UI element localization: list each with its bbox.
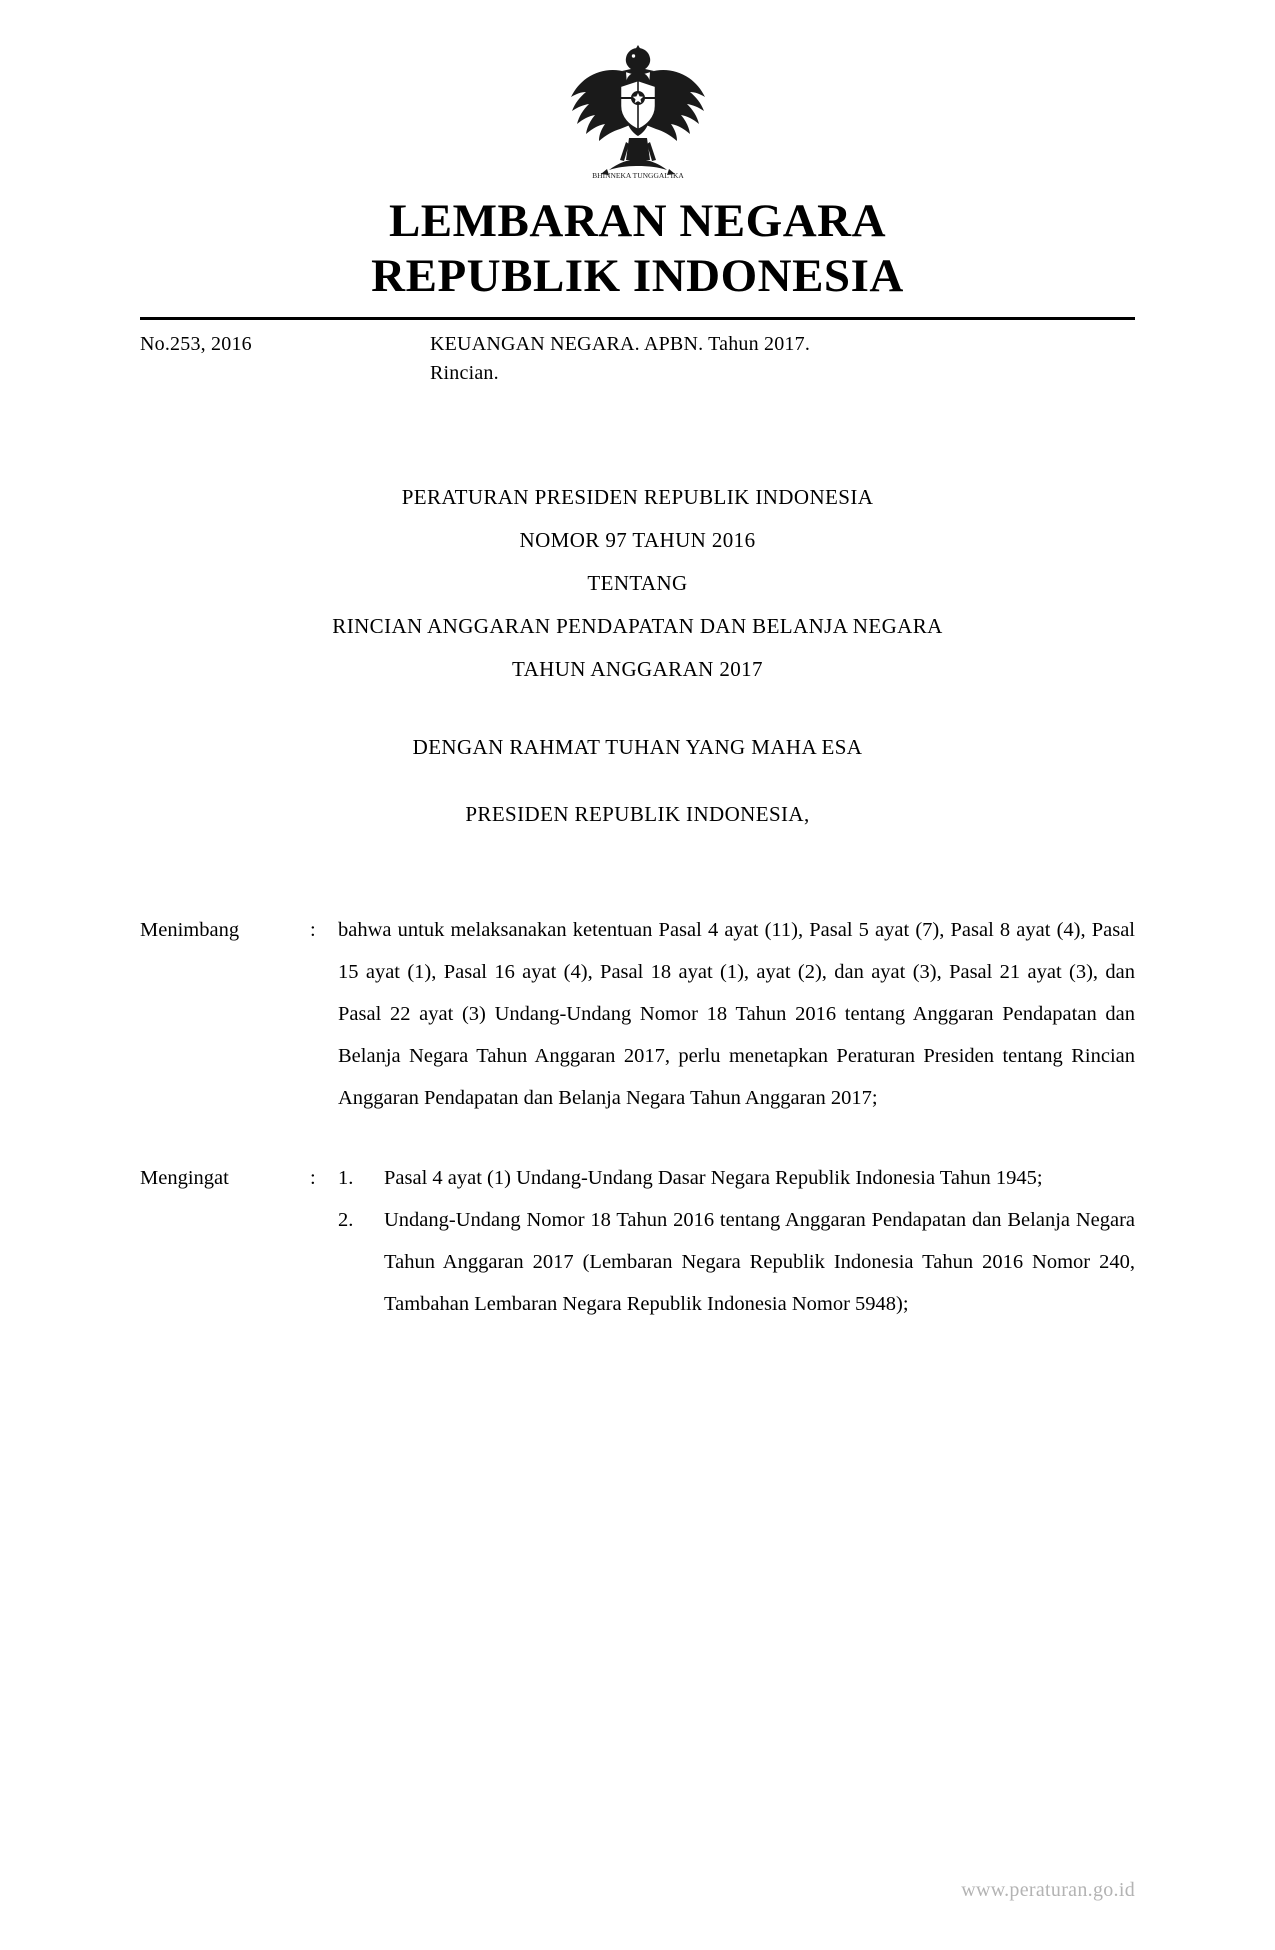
title-line-2: NOMOR 97 TAHUN 2016 xyxy=(519,527,756,552)
clause-mengingat-label: Mengingat xyxy=(140,1167,229,1190)
list-item xyxy=(338,1157,1135,1199)
mengingat-list xyxy=(338,1157,1135,1325)
masthead-line-1: LEMBARAN NEGARA xyxy=(388,195,887,247)
list-item-number: 2. xyxy=(338,1209,354,1232)
clause-menimbang xyxy=(140,909,1135,1119)
clause-menimbang-label: Menimbang xyxy=(140,919,240,942)
blessing-text: DENGAN RAHMAT TUHAN YANG MAHA ESA xyxy=(412,735,863,760)
title-line-4: RINCIAN ANGGARAN PENDAPATAN DAN BELANJA NEGARA xyxy=(332,614,943,639)
clause-menimbang-body xyxy=(338,909,1135,1119)
issue-subject xyxy=(430,330,1135,388)
list-item xyxy=(338,1199,1135,1325)
header-divider xyxy=(140,317,1135,320)
emblem-container xyxy=(140,0,1135,184)
list-item-text: Pasal 4 ayat (1) Undang-Undang Dasar Negara Republik Indonesia Tahun 1945; xyxy=(384,1167,1043,1190)
title-line-3: TENTANG xyxy=(587,571,688,595)
title-line-1: PERATURAN PRESIDEN REPUBLIK INDONESIA xyxy=(401,484,874,509)
clause-mengingat-colon: : xyxy=(310,1167,316,1190)
list-item-text: Undang-Undang Nomor 18 Tahun 2016 tentang Anggaran Pendapatan dan Belanja Negara Tahun Anggaran 2017 (Lembaran Negara Republik Indonesia Tahun 2016 Nomor 240, Tambahan Lembaran Negara Republik Indonesia Nomor 5948); xyxy=(384,1209,1135,1316)
issue-number: No.253, 2016 xyxy=(140,332,252,355)
list-item-number: 1. xyxy=(338,1167,354,1190)
svg-text:BHINNEKA TUNGGAL IKA: BHINNEKA TUNGGAL IKA xyxy=(591,171,684,180)
document-title-block xyxy=(140,476,1135,691)
signatory-text: PRESIDEN REPUBLIK INDONESIA, xyxy=(465,802,810,827)
issue-subject-line-2: Rincian. xyxy=(430,361,499,384)
masthead xyxy=(140,194,1135,305)
garuda-pancasila-emblem xyxy=(563,42,713,184)
issue-subject-line-1: KEUANGAN NEGARA. APBN. Tahun 2017. xyxy=(430,332,811,355)
clause-menimbang-colon: : xyxy=(310,919,316,942)
clause-mengingat-body xyxy=(338,1157,1135,1325)
clause-mengingat xyxy=(140,1157,1135,1325)
clauses-section xyxy=(140,909,1135,1325)
masthead-line-2: REPUBLIK INDONESIA xyxy=(371,250,904,303)
title-line-5: TAHUN ANGGARAN 2017 xyxy=(512,657,763,682)
issue-line xyxy=(140,330,1135,388)
source-watermark: www.peraturan.go.id xyxy=(961,1879,1135,1901)
clause-menimbang-text: bahwa untuk melaksanakan ketentuan Pasal 4 ayat (11), Pasal 5 ayat (7), Pasal 8 ayat (4), Pasal 15 ayat (1), Pasal 16 ayat (4), Pasal 18 ayat (1), ayat (2), dan ayat (3), Pasal 21 ayat (3), dan Pasal 22 ayat (3) Undang-Undang Nomor 18 Tahun 2016 tentang Anggaran Pendapatan dan Belanja Negara Tahun Anggaran 2017, perlu menetapkan Peraturan Presiden tentang Rincian Anggaran Pendapatan dan Belanja Negara Tahun Anggaran 2017; xyxy=(338,919,1135,1110)
